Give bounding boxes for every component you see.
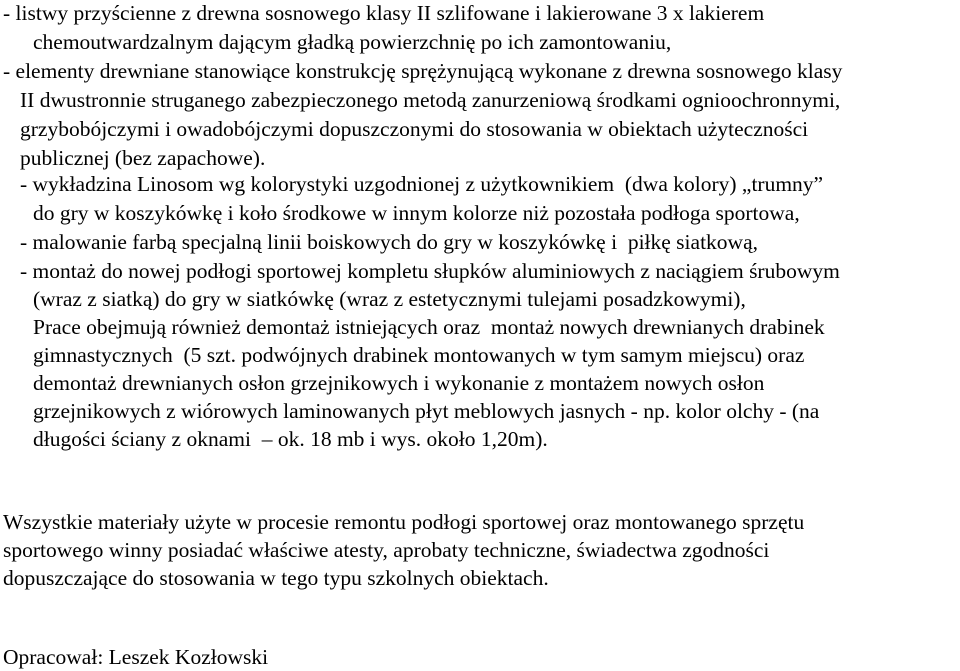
closing-line: sportowego winny posiadać właściwe atesty, aprobaty techniczne, świadectwa zgodności [3,538,770,562]
text-line: - listwy przyściennе z drewna sosnowego klasy II szlifowane i lakierowane 3 x lakierem [3,1,765,25]
signature-line: Opracował: Leszek Kozłowski [3,645,269,669]
text-line: - montaż do nowej podłogi sportowej kompletu słupków aluminiowych z naciągiem śrubowym [20,259,840,283]
text-line: - wykładzina Linosom wg kolorystyki uzgodnionej z użytkownikiem (dwa kolory) „trumny” [20,172,824,196]
text-line: długości ściany z oknami – ok. 18 mb i wys. około 1,20m). [33,427,548,451]
text-line: publicznej (bez zapachowe). [20,146,266,170]
text-line: demontaż drewnianych osłon grzejnikowych i wykonanie z montażem nowych osłon [33,371,765,395]
text-line: - malowanie farbą specjalną linii boiskowych do gry w koszykówkę i piłkę siatkową, [20,230,758,254]
text-line: Prace obejmują również demontaż istniejących oraz montaż nowych drewnianych drabinek [33,315,825,339]
text-line: - elementy drewniane stanowiące konstrukcję sprężynującą wykonane z drewna sosnowego klasy [3,59,843,83]
text-line: (wraz z siatką) do gry w siatkówkę (wraz z estetycznymi tulejami posadzkowymi), [33,287,746,311]
text-line: grzybobójczymi i owadobójczymi dopuszczonymi do stosowania w obiektach użyteczności [20,117,809,141]
text-line: grzejnikowych z wiórowych laminowanych płyt meblowych jasnych - np. kolor olchy - (na [33,399,820,423]
closing-line: Wszystkie materiały użyte w procesie remontu podłogi sportowej oraz montowanego sprzętu [3,510,805,534]
text-line: do gry w koszykówkę i koło środkowe w innym kolorze niż pozostała podłoga sportowa, [33,201,800,225]
text-line: gimnastycznych (5 szt. podwójnych drabinek montowanych w tym samym miejscu) oraz [33,343,805,367]
text-line: chemoutwardzalnym dającym gładką powierzchnię po ich zamontowaniu, [33,30,672,54]
text-line: II dwustronnie struganego zabezpieczonego metodą zanurzeniową środkami ognioochronnymi, [20,88,841,112]
closing-line: dopuszczające do stosowania w tego typu szkolnych obiektach. [3,566,549,590]
